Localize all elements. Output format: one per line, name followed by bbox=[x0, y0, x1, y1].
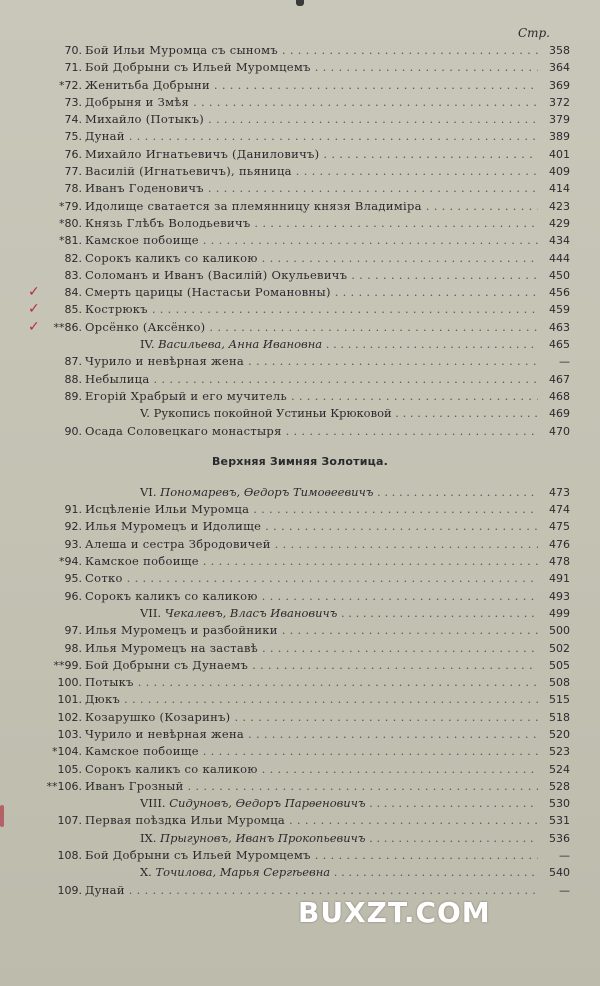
page-number: 502 bbox=[549, 641, 570, 655]
entry-number: 95. bbox=[64, 572, 82, 586]
page-number: 468 bbox=[549, 389, 570, 403]
entry-number: 101. bbox=[57, 693, 82, 707]
page-number: 444 bbox=[549, 251, 570, 265]
page-number: 434 bbox=[549, 234, 570, 248]
entry-title: Идолище сватается за племянницу князя Владиміра . . . bbox=[85, 198, 538, 215]
toc-entry-row bbox=[0, 319, 600, 336]
toc-entry-row bbox=[0, 353, 600, 370]
page-number: 364 bbox=[549, 61, 570, 75]
page-number: 401 bbox=[549, 147, 570, 161]
entry-title: Камское побоище . . . bbox=[85, 553, 538, 570]
entry-title: Дюкъ . . . bbox=[85, 691, 538, 708]
entry-title: Алеша и сестра Збродовичей . . . bbox=[85, 536, 538, 553]
entry-number: **99. bbox=[53, 658, 82, 672]
page-number: 389 bbox=[549, 130, 570, 144]
entry-title: Сорокъ каликъ со каликою . . . bbox=[85, 588, 538, 605]
entry-number: *79. bbox=[59, 199, 82, 213]
toc-entry-row bbox=[0, 847, 600, 864]
entry-number: 78. bbox=[64, 182, 82, 196]
page-number: 530 bbox=[549, 797, 570, 811]
narrator-roman-numeral: X. bbox=[140, 865, 152, 880]
page-number: 518 bbox=[549, 710, 570, 724]
entry-title: Василій (Игнатьевичъ), пьяница . . . bbox=[85, 163, 538, 180]
toc-entry-row bbox=[0, 588, 600, 605]
entry-number: 89. bbox=[64, 389, 82, 403]
entry-number: 84. bbox=[64, 286, 82, 300]
entry-title: Илья Муромецъ и Идолище . . . bbox=[85, 518, 538, 535]
narrator-name: Точилова, Марья Сергѣевна bbox=[155, 865, 331, 880]
page-number: 470 bbox=[549, 424, 570, 438]
entry-number: 108. bbox=[57, 849, 82, 863]
entry-title: Исцѣленіе Ильи Муромца . . . bbox=[85, 501, 538, 518]
toc-entry-row bbox=[0, 232, 600, 249]
toc-entry-row bbox=[0, 622, 600, 639]
page-number: 500 bbox=[549, 624, 570, 638]
toc-entry-row bbox=[0, 301, 600, 318]
page-number: 473 bbox=[549, 485, 570, 499]
entry-number: 109. bbox=[57, 883, 82, 897]
entry-title: Сотко . . . bbox=[85, 570, 538, 587]
toc-entry-row bbox=[0, 553, 600, 570]
page-number: 505 bbox=[549, 658, 570, 672]
toc-entry-row bbox=[0, 423, 600, 440]
entry-number: *104. bbox=[52, 745, 82, 759]
entry-title: Орсёнко (Аксёнко) . . . bbox=[85, 319, 538, 336]
narrator-roman-numeral: IV. bbox=[140, 337, 155, 352]
binding-mark bbox=[296, 0, 304, 6]
entry-number: 103. bbox=[57, 727, 82, 741]
watermark-text: BUXZT.COM bbox=[298, 896, 491, 929]
pencil-check-icon: ✓ bbox=[28, 318, 40, 335]
page-number: 456 bbox=[549, 286, 570, 300]
toc-entry-row bbox=[0, 128, 600, 145]
page-number: 450 bbox=[549, 268, 570, 282]
narrator-label bbox=[140, 830, 538, 847]
narrator-roman-numeral: VIII. bbox=[140, 796, 166, 811]
narrator-row bbox=[0, 605, 600, 622]
entry-title: Камское побоище . . . bbox=[85, 232, 538, 249]
entry-number: 96. bbox=[64, 589, 82, 603]
entry-number: 107. bbox=[57, 814, 82, 828]
toc-entry-row bbox=[0, 59, 600, 76]
entry-title: Сорокъ каликъ со каликою . . . bbox=[85, 761, 538, 778]
narrator-label bbox=[140, 484, 538, 501]
toc-entry-row bbox=[0, 640, 600, 657]
narrator-name: Прыгуновъ, Иванъ Прокопьевичъ bbox=[160, 830, 366, 845]
page-column-header: Стр. bbox=[517, 26, 550, 40]
entry-number: 70. bbox=[64, 44, 82, 57]
page-number: 523 bbox=[549, 745, 570, 759]
entry-title: Козарушко (Козаринъ) . . . bbox=[85, 709, 538, 726]
narrator-row bbox=[0, 336, 600, 353]
entry-number: 97. bbox=[64, 624, 82, 638]
page-number: 493 bbox=[549, 589, 570, 603]
entry-title: Илья Муромецъ на заставѣ . . . bbox=[85, 640, 538, 657]
toc-entry-row bbox=[0, 77, 600, 94]
entry-number: 98. bbox=[64, 641, 82, 655]
entry-title: Соломанъ и Иванъ (Василій) Окульевичъ . . . bbox=[85, 267, 538, 284]
narrator-roman-numeral: VI. bbox=[140, 484, 157, 499]
narrator-name: Пономаревъ, Ѳедоръ Тимоѳеевичъ bbox=[160, 484, 374, 499]
page-number: 358 bbox=[549, 44, 570, 57]
entry-number: 105. bbox=[57, 762, 82, 776]
toc-entry-row bbox=[0, 42, 600, 59]
toc-entry-row bbox=[0, 812, 600, 829]
entry-number: 83. bbox=[64, 268, 82, 282]
entry-number: *94. bbox=[59, 555, 82, 569]
entry-title: Михайло (Потыкъ) . . . bbox=[85, 111, 538, 128]
table-of-contents bbox=[0, 42, 600, 899]
page-number: 474 bbox=[549, 503, 570, 517]
entry-title: Камское побоище . . . bbox=[85, 743, 538, 760]
page-number: 423 bbox=[549, 199, 570, 213]
entry-number: 75. bbox=[64, 130, 82, 144]
page-number: 429 bbox=[549, 216, 570, 230]
toc-entry-row bbox=[0, 94, 600, 111]
toc-entry-row bbox=[0, 180, 600, 197]
entry-number: **86. bbox=[53, 320, 82, 334]
entry-title: Первая поѣздка Ильи Муромца . . . bbox=[85, 812, 538, 829]
toc-entry-row bbox=[0, 215, 600, 232]
entry-number: 91. bbox=[64, 503, 82, 517]
entry-title: Потыкъ . . . bbox=[85, 674, 538, 691]
entry-title: Осада Соловецкаго монастыря . . . bbox=[85, 423, 538, 440]
entry-title: Кострюкъ . . . bbox=[85, 301, 538, 318]
page-number: 528 bbox=[549, 779, 570, 793]
toc-entry-row bbox=[0, 146, 600, 163]
narrator-roman-numeral: VII. bbox=[140, 605, 162, 620]
toc-entry-row bbox=[0, 111, 600, 128]
toc-entry-row bbox=[0, 709, 600, 726]
page-number: 463 bbox=[549, 320, 570, 334]
page-number: 409 bbox=[549, 165, 570, 179]
entry-number: *72. bbox=[59, 78, 82, 92]
narrator-label bbox=[140, 605, 538, 622]
narrator-row bbox=[0, 864, 600, 881]
toc-entry-row bbox=[0, 674, 600, 691]
narrator-label bbox=[140, 795, 538, 812]
page-number: 469 bbox=[549, 407, 570, 421]
toc-entry-row bbox=[0, 250, 600, 267]
entry-title: Бой Добрыни съ Дунаемъ . . . bbox=[85, 657, 538, 674]
page-number: 465 bbox=[549, 338, 570, 352]
entry-title: Бой Добрыни съ Ильей Муромцемъ . . . bbox=[85, 847, 538, 864]
page-number: 379 bbox=[549, 113, 570, 127]
entry-number: **106. bbox=[46, 779, 82, 793]
pencil-mark bbox=[0, 805, 4, 827]
toc-entry-row bbox=[0, 518, 600, 535]
pencil-check-icon: ✓ bbox=[28, 301, 40, 318]
narrator-name: Чекалевъ, Власъ Ивановичъ bbox=[164, 605, 338, 620]
toc-entry-row bbox=[0, 570, 600, 587]
entry-number: 90. bbox=[64, 424, 82, 438]
entry-number: 93. bbox=[64, 537, 82, 551]
toc-entry-row bbox=[0, 761, 600, 778]
entry-number: 88. bbox=[64, 372, 82, 386]
entry-title: Иванъ Грозный . . . bbox=[85, 778, 538, 795]
entry-number: 100. bbox=[57, 676, 82, 690]
toc-entry-row bbox=[0, 778, 600, 795]
page-number: 524 bbox=[549, 762, 570, 776]
entry-title: Чурило и невѣрная жена . . . bbox=[85, 353, 538, 370]
entry-title: Илья Муромецъ и разбойники . . . bbox=[85, 622, 538, 639]
entry-number: 92. bbox=[64, 520, 82, 534]
toc-entry-row bbox=[0, 267, 600, 284]
entry-title: Женитьба Добрыни . . . bbox=[85, 77, 538, 94]
page-number: 520 bbox=[549, 727, 570, 741]
entry-title: Сорокъ каликъ со каликою . . . bbox=[85, 250, 538, 267]
page-number: 414 bbox=[549, 182, 570, 196]
narrator-row bbox=[0, 405, 600, 422]
page-number: — bbox=[559, 355, 570, 369]
page-number: — bbox=[559, 883, 570, 897]
narrator-roman-numeral: IX. bbox=[140, 830, 157, 845]
entry-number: 82. bbox=[64, 251, 82, 265]
pencil-check-icon: ✓ bbox=[28, 284, 40, 301]
entry-number: 77. bbox=[64, 165, 82, 179]
page-number: 369 bbox=[549, 78, 570, 92]
entry-title: Бой Ильи Муромца съ сыномъ . . . bbox=[85, 42, 538, 59]
narrator-label bbox=[140, 405, 538, 422]
section-heading: Верхняя Зимняя Золотица. bbox=[211, 454, 389, 468]
narrator-label bbox=[140, 864, 538, 881]
entry-title: Смерть царицы (Настасьи Романовны) . . . bbox=[85, 284, 538, 301]
entry-number: *81. bbox=[59, 234, 82, 248]
narrator-row bbox=[0, 484, 600, 501]
entry-title: Небылица . . . bbox=[85, 371, 538, 388]
entry-title: Чурило и невѣрная жена . . . bbox=[85, 726, 538, 743]
page-number: 475 bbox=[549, 520, 570, 534]
narrator-row bbox=[0, 830, 600, 847]
narrator-row bbox=[0, 795, 600, 812]
toc-entry-row bbox=[0, 501, 600, 518]
page-number: 467 bbox=[549, 372, 570, 386]
entry-number: 85. bbox=[64, 303, 82, 317]
entry-title: Иванъ Годеновичъ . . . bbox=[85, 180, 538, 197]
page-number: 536 bbox=[549, 831, 570, 845]
narrator-roman-numeral: V. bbox=[140, 406, 150, 421]
entry-title: Михайло Игнатьевичъ (Даниловичъ) . . . bbox=[85, 146, 538, 163]
entry-number: 87. bbox=[64, 355, 82, 369]
toc-entry-row bbox=[0, 198, 600, 215]
toc-entry-row bbox=[0, 536, 600, 553]
page-number: 478 bbox=[549, 555, 570, 569]
entry-title: Дунай . . . bbox=[85, 882, 538, 899]
page-number: 508 bbox=[549, 676, 570, 690]
entry-number: 71. bbox=[64, 61, 82, 75]
toc-entry-row bbox=[0, 691, 600, 708]
narrator-name: Рукопись покойной Устиньи Крюковой bbox=[153, 406, 392, 421]
page-number: 491 bbox=[549, 572, 570, 586]
page-number: 531 bbox=[549, 814, 570, 828]
entry-title: Егорій Храбрый и его мучитель . . . bbox=[85, 388, 538, 405]
entry-title: Добрыня и Змѣя . . . bbox=[85, 94, 538, 111]
toc-entry-row bbox=[0, 388, 600, 405]
page-number: — bbox=[559, 849, 570, 863]
narrator-name: Васильева, Анна Ивановна bbox=[158, 337, 323, 352]
entry-number: *80. bbox=[59, 216, 82, 230]
toc-entry-row bbox=[0, 743, 600, 760]
entry-number: 74. bbox=[64, 113, 82, 127]
toc-entry-row bbox=[0, 284, 600, 301]
page-number: 499 bbox=[549, 606, 570, 620]
narrator-name: Сидуновъ, Ѳедоръ Парѳеновичъ bbox=[169, 796, 366, 811]
toc-entry-row bbox=[0, 163, 600, 180]
page-number: 515 bbox=[549, 693, 570, 707]
narrator-label bbox=[140, 336, 538, 353]
entry-title: Дунай . . . bbox=[85, 128, 538, 145]
entry-number: 76. bbox=[64, 147, 82, 161]
toc-entry-row bbox=[0, 726, 600, 743]
entry-number: 102. bbox=[57, 710, 82, 724]
page-number: 372 bbox=[549, 95, 570, 109]
entry-title: Князь Глѣбъ Володьевичъ . . . bbox=[85, 215, 538, 232]
page-number: 476 bbox=[549, 537, 570, 551]
page-number: 540 bbox=[549, 866, 570, 880]
page-number: 459 bbox=[549, 303, 570, 317]
entry-number: 73. bbox=[64, 95, 82, 109]
toc-entry-row bbox=[0, 657, 600, 674]
toc-entry-row bbox=[0, 371, 600, 388]
entry-title: Бой Добрыни съ Ильей Муромцемъ . . . bbox=[85, 59, 538, 76]
